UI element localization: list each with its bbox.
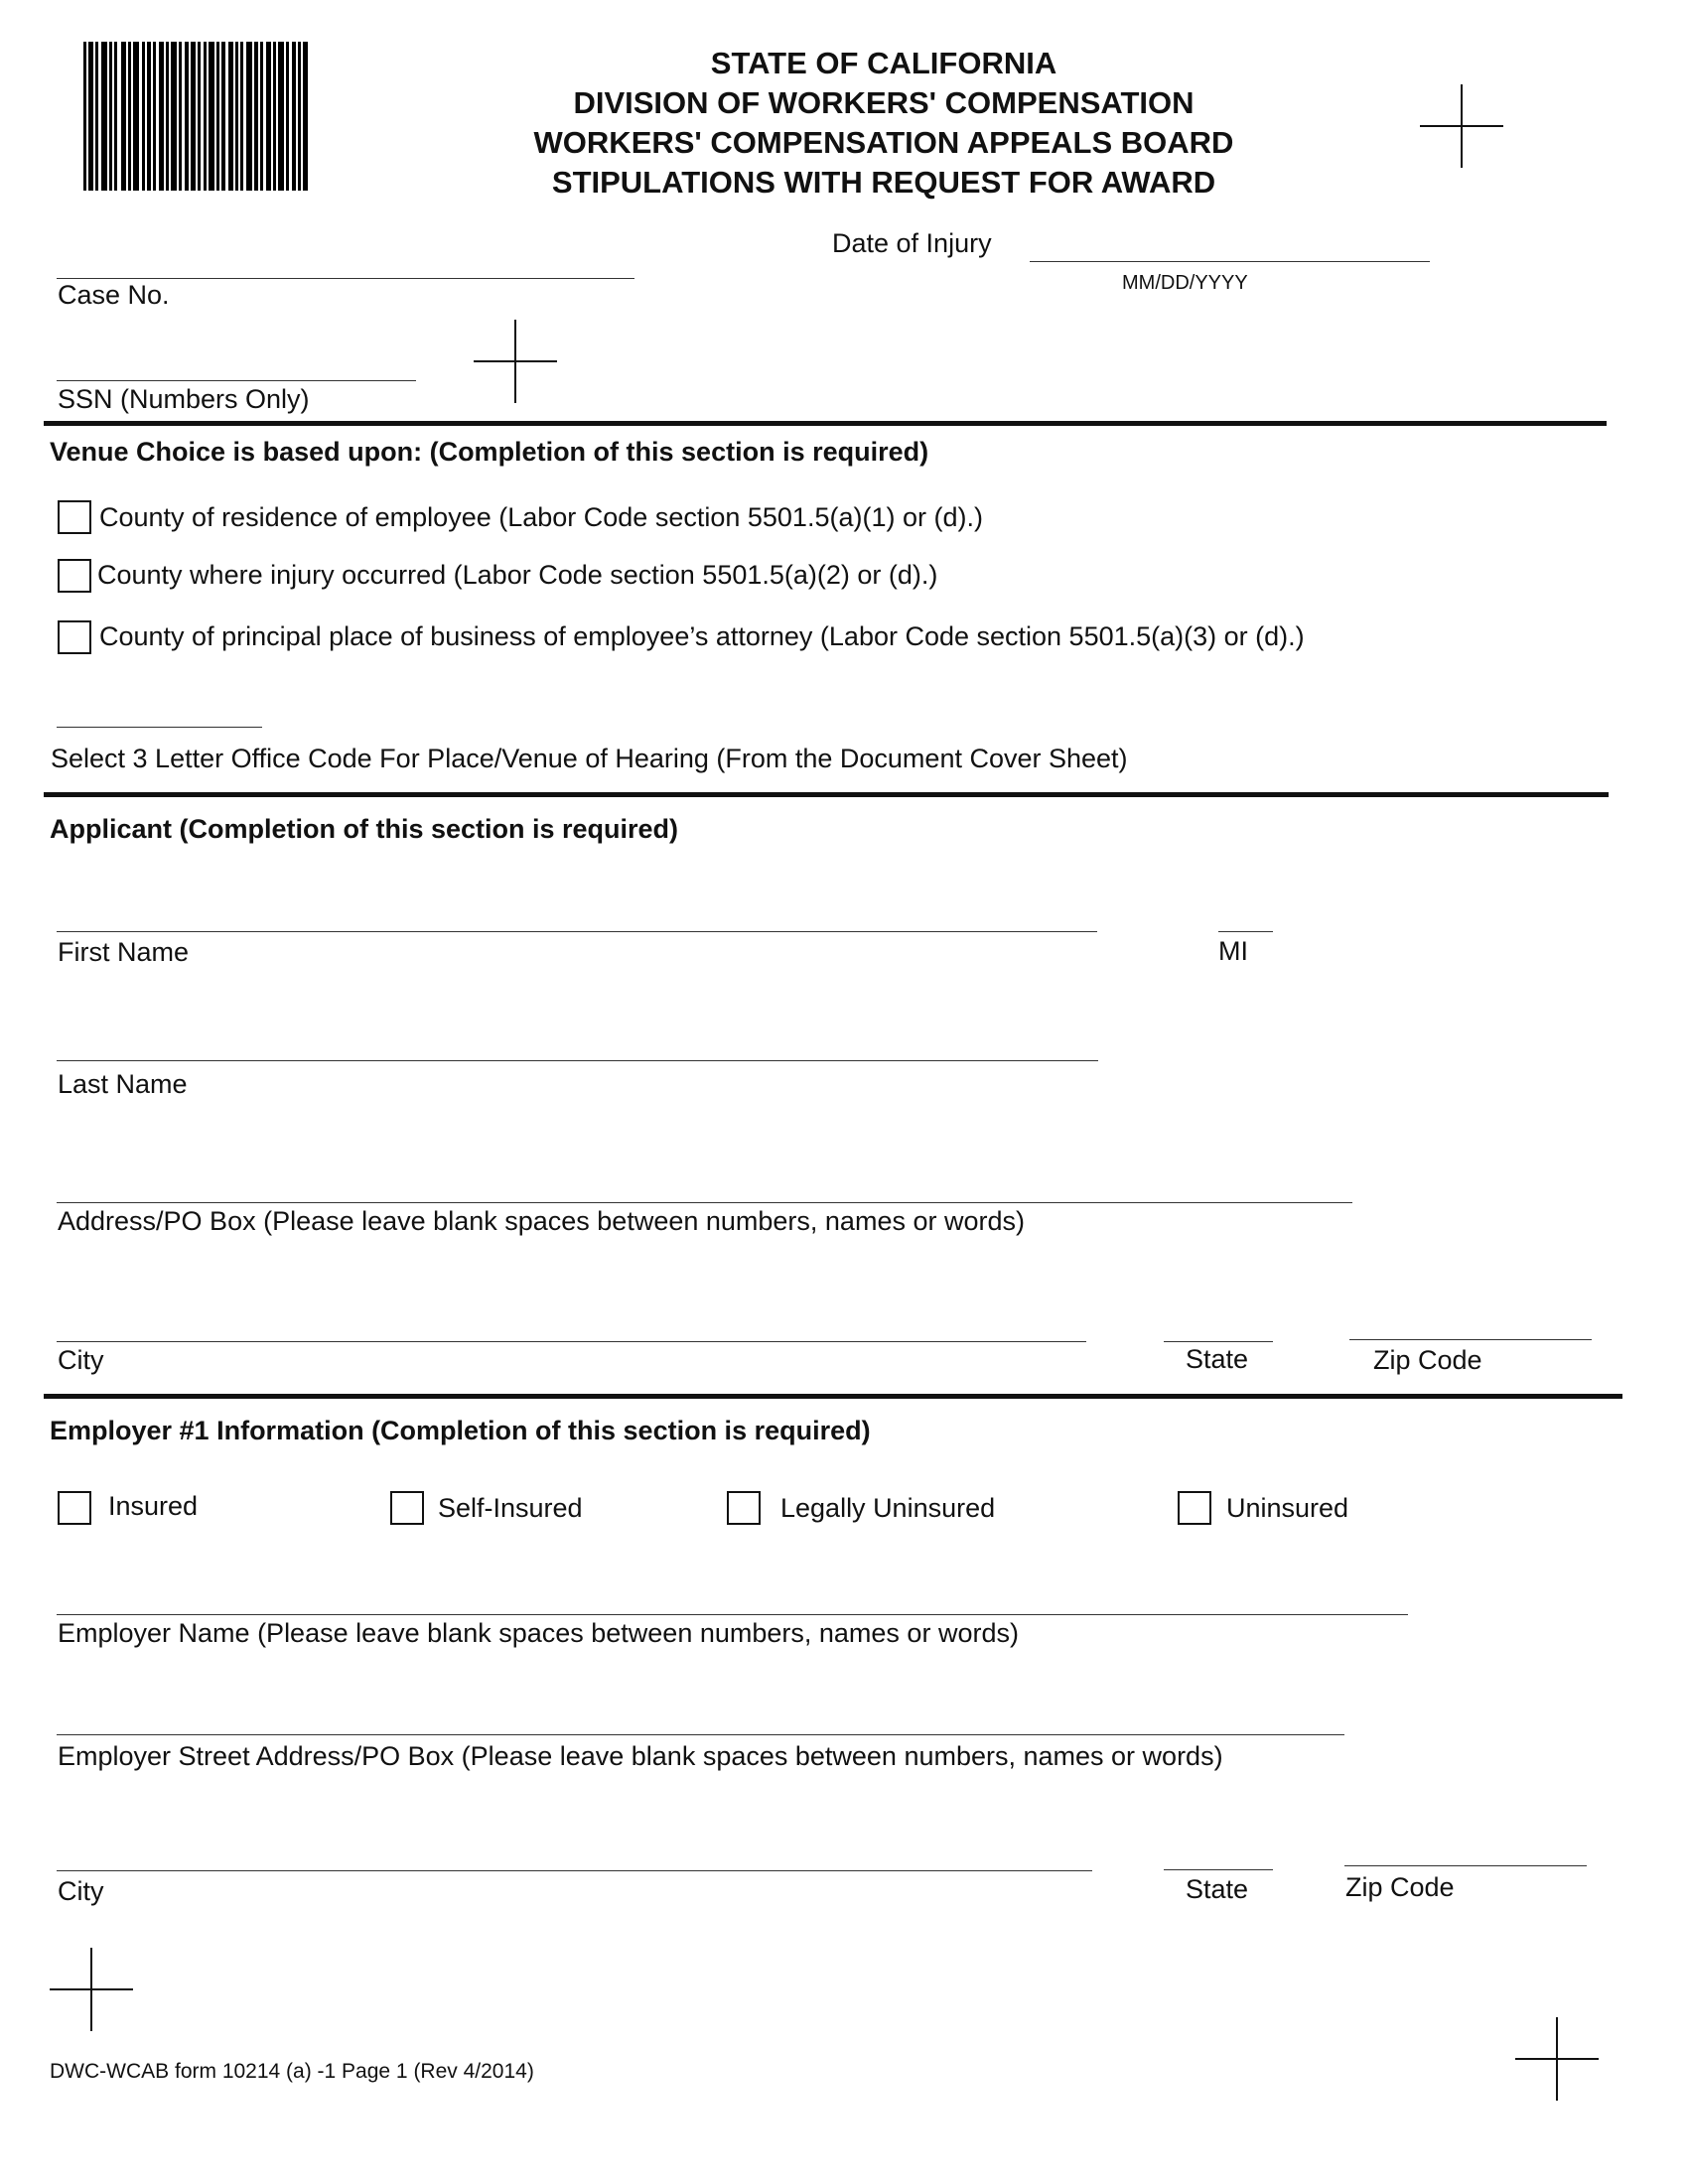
barcode-bar xyxy=(153,42,156,191)
office-code-field[interactable] xyxy=(57,727,262,728)
employer-name-label: Employer Name (Please leave blank spaces between numbers, names or words) xyxy=(58,1618,1019,1648)
barcode-bar xyxy=(266,42,271,191)
header-division: DIVISION OF WORKERS' COMPENSATION xyxy=(573,85,1195,120)
barcode-bar xyxy=(273,42,276,191)
uninsured-checkbox[interactable] xyxy=(1178,1491,1211,1525)
barcode-bar xyxy=(216,42,219,191)
barcode-bar xyxy=(292,42,296,191)
barcode-bar xyxy=(235,42,238,191)
registration-mark-ssn xyxy=(474,320,557,403)
header-state: STATE OF CALIFORNIA xyxy=(710,46,1057,80)
section-divider xyxy=(44,792,1609,797)
employer-name-field[interactable] xyxy=(57,1614,1408,1615)
barcode-bar xyxy=(88,42,93,191)
registration-mark-bottom-left xyxy=(50,1948,133,2031)
employer-address-label: Employer Street Address/PO Box (Please leave blank spaces between numbers, names or words) xyxy=(58,1741,1223,1771)
date-of-injury-field[interactable] xyxy=(1030,261,1430,262)
ssn-field[interactable] xyxy=(57,380,416,381)
barcode-bar xyxy=(142,42,145,191)
barcode-bar xyxy=(133,42,139,191)
barcode-bar xyxy=(159,42,164,191)
section-divider xyxy=(44,421,1607,426)
venue-attorney-label: County of principal place of business of employee’s attorney (Labor Code section 5501.5(a)(3) or (d).) xyxy=(99,621,1305,651)
employer-state-field[interactable] xyxy=(1164,1869,1273,1870)
barcode-bar xyxy=(109,42,112,191)
applicant-heading: Applicant (Completion of this section is required) xyxy=(50,814,679,844)
venue-residence-checkbox[interactable] xyxy=(58,500,91,534)
legally-uninsured-checkbox[interactable] xyxy=(727,1491,761,1525)
section-divider xyxy=(44,1394,1622,1399)
case-no-label: Case No. xyxy=(58,280,170,310)
employer-zip-code-label: Zip Code xyxy=(1345,1872,1455,1902)
barcode-bar xyxy=(128,42,131,191)
registration-mark-top-right xyxy=(1420,84,1503,168)
barcode-bar xyxy=(286,42,289,191)
header-board: WORKERS' COMPENSATION APPEALS BOARD xyxy=(533,125,1234,160)
venue-injury-location-checkbox[interactable] xyxy=(58,559,91,593)
address-label: Address/PO Box (Please leave blank spaces between numbers, names or words) xyxy=(58,1206,1025,1236)
state-label: State xyxy=(1186,1344,1249,1374)
page-title: STIPULATIONS WITH REQUEST FOR AWARD xyxy=(551,165,1216,200)
middle-initial-field[interactable] xyxy=(1218,931,1273,932)
employer-city-label: City xyxy=(58,1876,104,1906)
office-code-label: Select 3 Letter Office Code For Place/Venue of Hearing (From the Document Cover Sheet) xyxy=(51,744,1128,773)
registration-mark-bottom-right xyxy=(1515,2017,1599,2101)
state-field[interactable] xyxy=(1164,1341,1273,1342)
venue-attorney-checkbox[interactable] xyxy=(58,620,91,654)
insured-label: Insured xyxy=(108,1491,199,1521)
first-name-field[interactable] xyxy=(57,931,1097,932)
barcode-bar xyxy=(121,42,126,191)
address-field[interactable] xyxy=(57,1202,1352,1203)
venue-heading: Venue Choice is based upon: (Completion of this section is required) xyxy=(50,437,929,467)
form-id-footer: DWC-WCAB form 10214 (a) -1 Page 1 (Rev 4/2014) xyxy=(50,2060,534,2083)
self-insured-checkbox[interactable] xyxy=(390,1491,424,1525)
barcode-bar xyxy=(179,42,182,191)
barcode-bar xyxy=(246,42,252,191)
first-name-label: First Name xyxy=(58,937,190,967)
barcode-bar xyxy=(240,42,243,191)
city-field[interactable] xyxy=(57,1341,1086,1342)
insured-checkbox[interactable] xyxy=(58,1491,91,1525)
date-format-hint: MM/DD/YYYY xyxy=(1122,272,1248,294)
barcode-bar xyxy=(228,42,233,191)
venue-residence-label: County of residence of employee (Labor Code section 5501.5(a)(1) or (d).) xyxy=(99,502,983,532)
last-name-field[interactable] xyxy=(57,1060,1098,1061)
self-insured-label: Self-Insured xyxy=(438,1493,583,1523)
employer-city-field[interactable] xyxy=(57,1870,1092,1871)
barcode-bar xyxy=(221,42,225,191)
barcode-bar xyxy=(101,42,107,191)
employer-address-field[interactable] xyxy=(57,1734,1344,1735)
case-no-field[interactable] xyxy=(57,278,634,279)
ssn-label: SSN (Numbers Only) xyxy=(58,384,310,414)
barcode-bar xyxy=(191,42,196,191)
barcode-bar xyxy=(198,42,201,191)
barcode-bar xyxy=(185,42,189,191)
city-label: City xyxy=(58,1345,104,1375)
legally-uninsured-label: Legally Uninsured xyxy=(780,1493,996,1523)
barcode-bar xyxy=(278,42,284,191)
barcode-bar xyxy=(204,42,207,191)
employer-zip-code-field[interactable] xyxy=(1344,1865,1587,1866)
middle-initial-label: MI xyxy=(1218,936,1248,966)
barcode-bar xyxy=(147,42,151,191)
barcode-bar xyxy=(95,42,98,191)
barcode-bar xyxy=(260,42,263,191)
barcode-bar xyxy=(209,42,214,191)
employer-heading: Employer #1 Information (Completion of this section is required) xyxy=(50,1416,871,1445)
barcode xyxy=(83,42,457,191)
barcode-bar xyxy=(171,42,177,191)
date-of-injury-label: Date of Injury xyxy=(832,228,992,258)
last-name-label: Last Name xyxy=(58,1069,188,1099)
barcode-bar xyxy=(303,42,308,191)
barcode-bar xyxy=(83,42,86,191)
zip-code-field[interactable] xyxy=(1349,1339,1592,1340)
barcode-bar xyxy=(298,42,301,191)
uninsured-label: Uninsured xyxy=(1226,1493,1349,1523)
venue-injury-location-label: County where injury occurred (Labor Code section 5501.5(a)(2) or (d).) xyxy=(97,560,938,590)
barcode-bar xyxy=(166,42,169,191)
employer-state-label: State xyxy=(1186,1874,1249,1904)
barcode-bar xyxy=(254,42,258,191)
zip-code-label: Zip Code xyxy=(1373,1345,1482,1375)
barcode-bar xyxy=(114,42,117,191)
